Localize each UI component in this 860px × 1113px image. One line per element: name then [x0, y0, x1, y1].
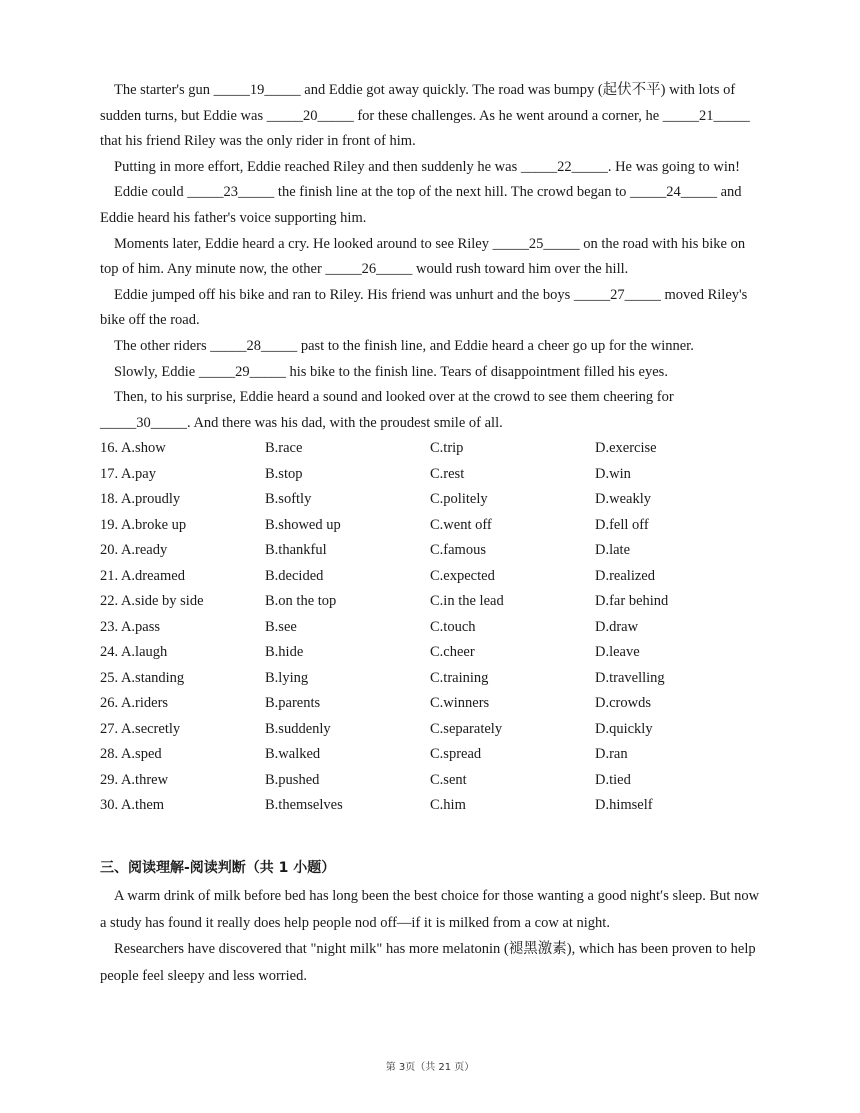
option-b: B.thankful	[265, 542, 327, 558]
option-b: B.see	[265, 618, 297, 635]
passage-paragraph: Moments later, Eddie heard a cry. He looked around to see Riley _____25_____ on the road with his bike on top of him. Any minute now, the other _____26_____ would rush toward him over the hill.	[100, 235, 746, 278]
option-b: B.stop	[265, 465, 303, 482]
option-row	[100, 538, 765, 564]
option-a: 16. A.show	[100, 440, 166, 456]
option-a: 22. A.side by side	[100, 593, 204, 609]
option-row	[100, 615, 765, 641]
passage-paragraph: Eddie jumped off his bike and ran to Riley. His friend was unhurt and the boys _____27_____ moved Riley's bike off the road.	[100, 286, 748, 329]
passage-paragraph: The starter's gun _____19_____ and Eddie got away quickly. The road was bumpy (起伏不平) with lots of sudden turns, but Eddie was _____20_____ for these challenges. As he went around a corner, he _____21_____ that his friend Riley was the only rider in front of him.	[100, 82, 750, 150]
option-a: 17. A.pay	[100, 465, 156, 482]
option-c: C.him	[430, 797, 466, 813]
option-b: B.pushed	[265, 771, 320, 788]
option-b: B.lying	[265, 669, 309, 686]
option-c: C.touch	[430, 618, 476, 635]
option-d: D.realized	[595, 567, 655, 584]
option-c: C.spread	[430, 746, 482, 762]
answer-options	[100, 436, 765, 819]
option-a: 27. A.secretly	[100, 720, 181, 737]
passage-paragraph: Slowly, Eddie _____29_____ his bike to the finish line. Tears of disappointment filled his eyes.	[114, 363, 668, 380]
option-c: C.sent	[430, 771, 467, 788]
passage-paragraph: The other riders _____28_____ past to the finish line, and Eddie heard a cheer go up for the winner.	[114, 337, 694, 354]
option-c: C.separately	[430, 720, 503, 737]
option-c: C.trip	[430, 440, 464, 456]
option-d: D.tied	[595, 771, 631, 788]
passage-paragraph: Eddie could _____23_____ the finish line at the top of the next hill. The crowd began to _____24_____ and Eddie heard his father's voice supporting him.	[100, 184, 742, 226]
passage-paragraph: Then, to his surprise, Eddie heard a sound and looked over at the crowd to see them cheering for _____30_____. And there was his dad, with the proudest smile of all.	[100, 389, 674, 431]
option-c: C.rest	[430, 465, 465, 482]
passage-paragraph: Putting in more effort, Eddie reached Riley and then suddenly he was _____22_____. He was going to win!	[114, 158, 740, 175]
option-c: C.training	[430, 669, 489, 686]
option-c: C.politely	[430, 491, 488, 507]
passage-paragraph: A warm drink of milk before bed has long been the best choice for those wanting a good night′s sleep. But now a study has found it really does help people nod off—if it is milked from a cow at night.	[100, 888, 760, 931]
option-row	[100, 768, 765, 794]
option-row	[100, 691, 765, 717]
option-a: 18. A.proudly	[100, 491, 181, 507]
option-a: 21. A.dreamed	[100, 567, 185, 584]
option-row	[100, 666, 765, 692]
option-a: 28. A.sped	[100, 746, 162, 762]
option-row	[100, 487, 765, 513]
option-d: D.draw	[595, 618, 639, 635]
option-d: D.leave	[595, 644, 640, 660]
option-b: B.themselves	[265, 797, 343, 813]
page-footer: 第 3页（共 21 页）	[385, 1062, 475, 1073]
option-a: 26. A.riders	[100, 695, 169, 711]
option-b: B.walked	[265, 746, 321, 762]
option-row	[100, 793, 765, 819]
cloze-passage	[100, 78, 765, 436]
option-b: B.on the top	[265, 593, 337, 609]
option-a: 24. A.laugh	[100, 644, 168, 660]
option-a: 23. A.pass	[100, 618, 161, 635]
option-d: D.himself	[595, 797, 653, 813]
option-d: D.crowds	[595, 695, 651, 711]
option-row	[100, 717, 765, 743]
option-b: B.showed up	[265, 516, 341, 533]
option-row	[100, 742, 765, 768]
option-d: D.weakly	[595, 491, 651, 507]
option-b: B.parents	[265, 695, 321, 711]
option-d: D.quickly	[595, 720, 653, 737]
option-a: 19. A.broke up	[100, 516, 187, 533]
option-b: B.softly	[265, 491, 312, 507]
option-a: 20. A.ready	[100, 542, 168, 558]
option-a: 29. A.threw	[100, 771, 169, 788]
option-d: D.fell off	[595, 516, 649, 533]
option-c: C.expected	[430, 567, 495, 584]
option-row	[100, 436, 765, 462]
option-d: D.ran	[595, 746, 628, 762]
option-a: 25. A.standing	[100, 669, 185, 686]
option-c: C.went off	[430, 516, 492, 533]
option-row	[100, 589, 765, 615]
option-row	[100, 640, 765, 666]
option-d: D.far behind	[595, 593, 669, 609]
option-b: B.hide	[265, 644, 304, 660]
option-c: C.cheer	[430, 644, 475, 660]
reading-passage	[100, 883, 765, 989]
option-d: D.late	[595, 542, 631, 558]
option-row	[100, 513, 765, 539]
option-b: B.decided	[265, 567, 324, 584]
passage-paragraph: Researchers have discovered that "night milk" has more melatonin (褪黑激素), which has been proven to help people feel sleepy and less worried.	[100, 941, 756, 984]
option-c: C.famous	[430, 542, 486, 558]
option-row	[100, 462, 765, 488]
option-row	[100, 564, 765, 590]
option-b: B.suddenly	[265, 720, 331, 737]
option-d: D.travelling	[595, 669, 665, 686]
option-d: D.exercise	[595, 440, 657, 456]
option-c: C.winners	[430, 695, 490, 711]
option-a: 30. A.them	[100, 797, 165, 813]
section-heading: 三、阅读理解-阅读判断（共 1 小题）	[100, 860, 336, 876]
option-b: B.race	[265, 440, 303, 456]
option-c: C.in the lead	[430, 593, 504, 609]
option-d: D.win	[595, 465, 631, 482]
